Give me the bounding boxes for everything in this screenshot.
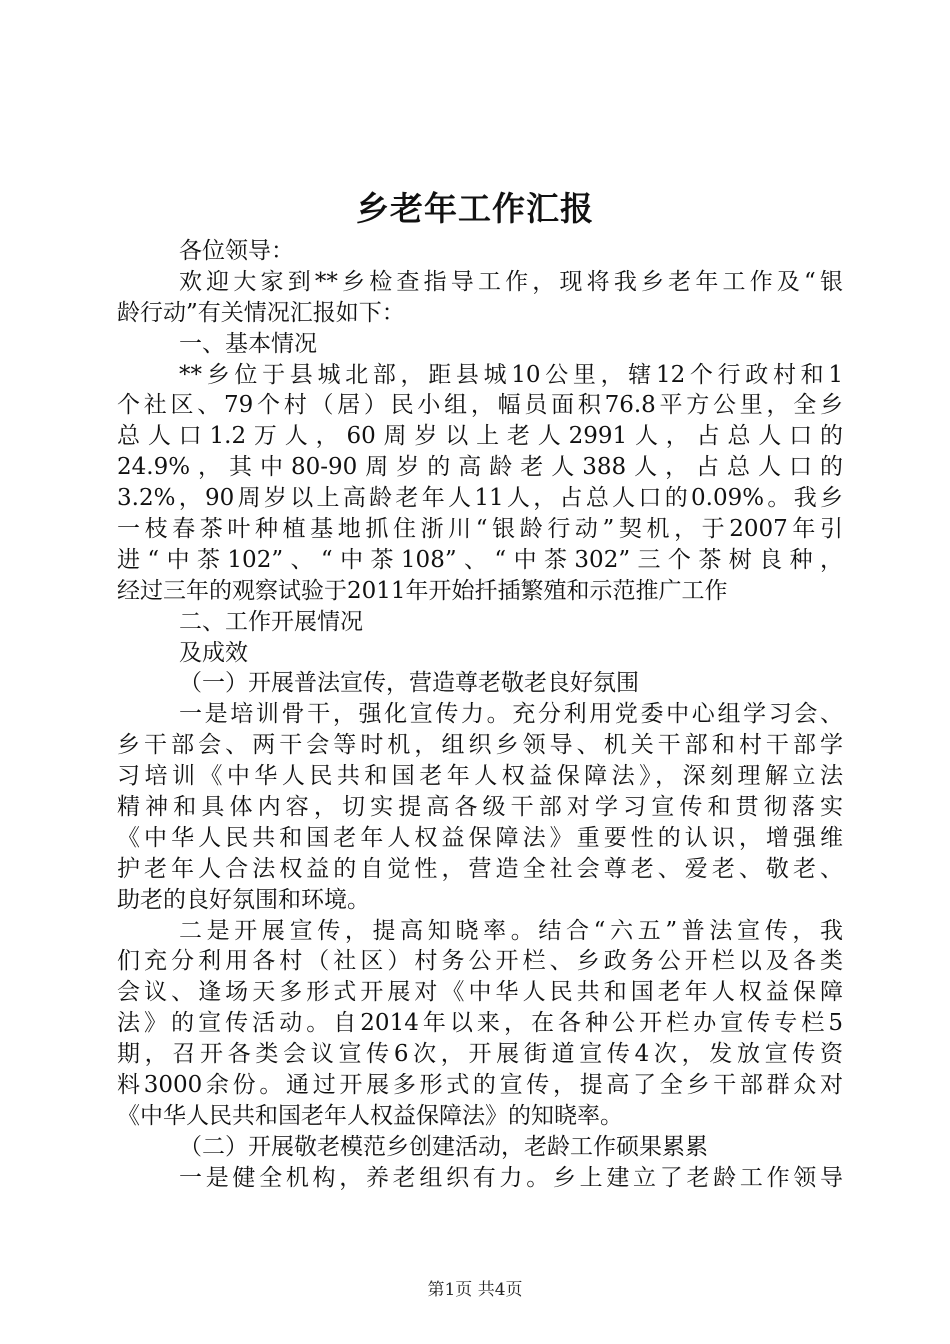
text-line: 欢迎大家到**乡检查指导工作，现将我乡老年工作及“银 [179,268,843,295]
text-line: 《中华人民共和国老年人权益保障法》的知晓率。 [117,1102,623,1129]
text-line: 二是开展宣传，提高知晓率。结合“六五”普法宣传，我 [179,917,843,944]
text-line: 助老的良好氛围和环境。 [117,886,370,913]
text-line: 经过三年的观察试验于2011年开始扦插繁殖和示范推广工作 [117,577,728,604]
text-line: 《中华人民共和国老年人权益保障法》重要性的认识，增强维 [117,824,843,851]
text-line: 及成效 [179,639,248,666]
text-line: 龄行动”有关情况汇报如下： [117,299,405,326]
text-line: **乡位于县城北部，距县城10公里，辖12个行政村和1 [179,361,843,388]
text-line: 乡干部会、两干会等时机，组织乡领导、机关干部和村干部学 [117,732,843,759]
text-line: 个社区、79个村（居）民小组，幅员面积76.8平方公里，全乡 [117,392,843,419]
text-line: 护老年人合法权益的自觉性，营造全社会尊老、爱老、敬老、 [117,855,843,882]
text-line: 一是健全机构，养老组织有力。乡上建立了老龄工作领导 [179,1164,843,1191]
document-title: 乡老年工作汇报 [356,189,594,228]
text-line: 3.2%，90周岁以上高龄老年人11人，占总人口的0.09%。我乡 [117,485,843,512]
text-line: 进“中茶102”、“中茶108”、“中茶302”三个茶树良种， [117,546,843,573]
text-line: 一是培训骨干，强化宣传力。充分利用党委中心组学习会、 [179,701,843,728]
section-heading: （二）开展敬老模范乡创建活动，老龄工作硕果累累 [179,1133,708,1160]
text-line: 料3000余份。通过开展多形式的宣传，提高了全乡干部群众对 [117,1072,843,1099]
text-line: 习培训《中华人民共和国老年人权益保障法》，深刻理解立法 [117,763,843,790]
text-line: 总人口1.2万人，60周岁以上老人2991人，占总人口的 [117,423,843,450]
text-line: 们充分利用各村（社区）村务公开栏、乡政务公开栏以及各类 [117,948,843,975]
text-line: 法》的宣传活动。自2014年以来，在各种公开栏办宣传专栏5 [117,1010,843,1037]
text-line: 各位领导： [179,238,294,264]
document-body [117,236,843,1194]
page-number-footer: 第1页 共4页 [427,1280,523,1300]
text-line: 24.9%，其中80-90周岁的高龄老人388人，占总人口的 [117,454,843,481]
text-line: 精神和具体内容，切实提高各级干部对学习宣传和贯彻落实 [117,794,843,821]
text-line: 一、基本情况 [179,330,317,357]
section-heading: （一）开展普法宣传，营造尊老敬老良好氛围 [179,670,639,697]
text-line: 一枝春茶叶种植基地抓住浙川“银龄行动”契机，于2007年引 [117,516,843,543]
text-line: 期，召开各类会议宣传6次，开展街道宣传4次，发放宣传资 [117,1041,843,1068]
text-line: 二、工作开展情况 [179,608,363,635]
text-line: 会议、逢场天多形式开展对《中华人民共和国老年人权益保障 [117,979,843,1006]
